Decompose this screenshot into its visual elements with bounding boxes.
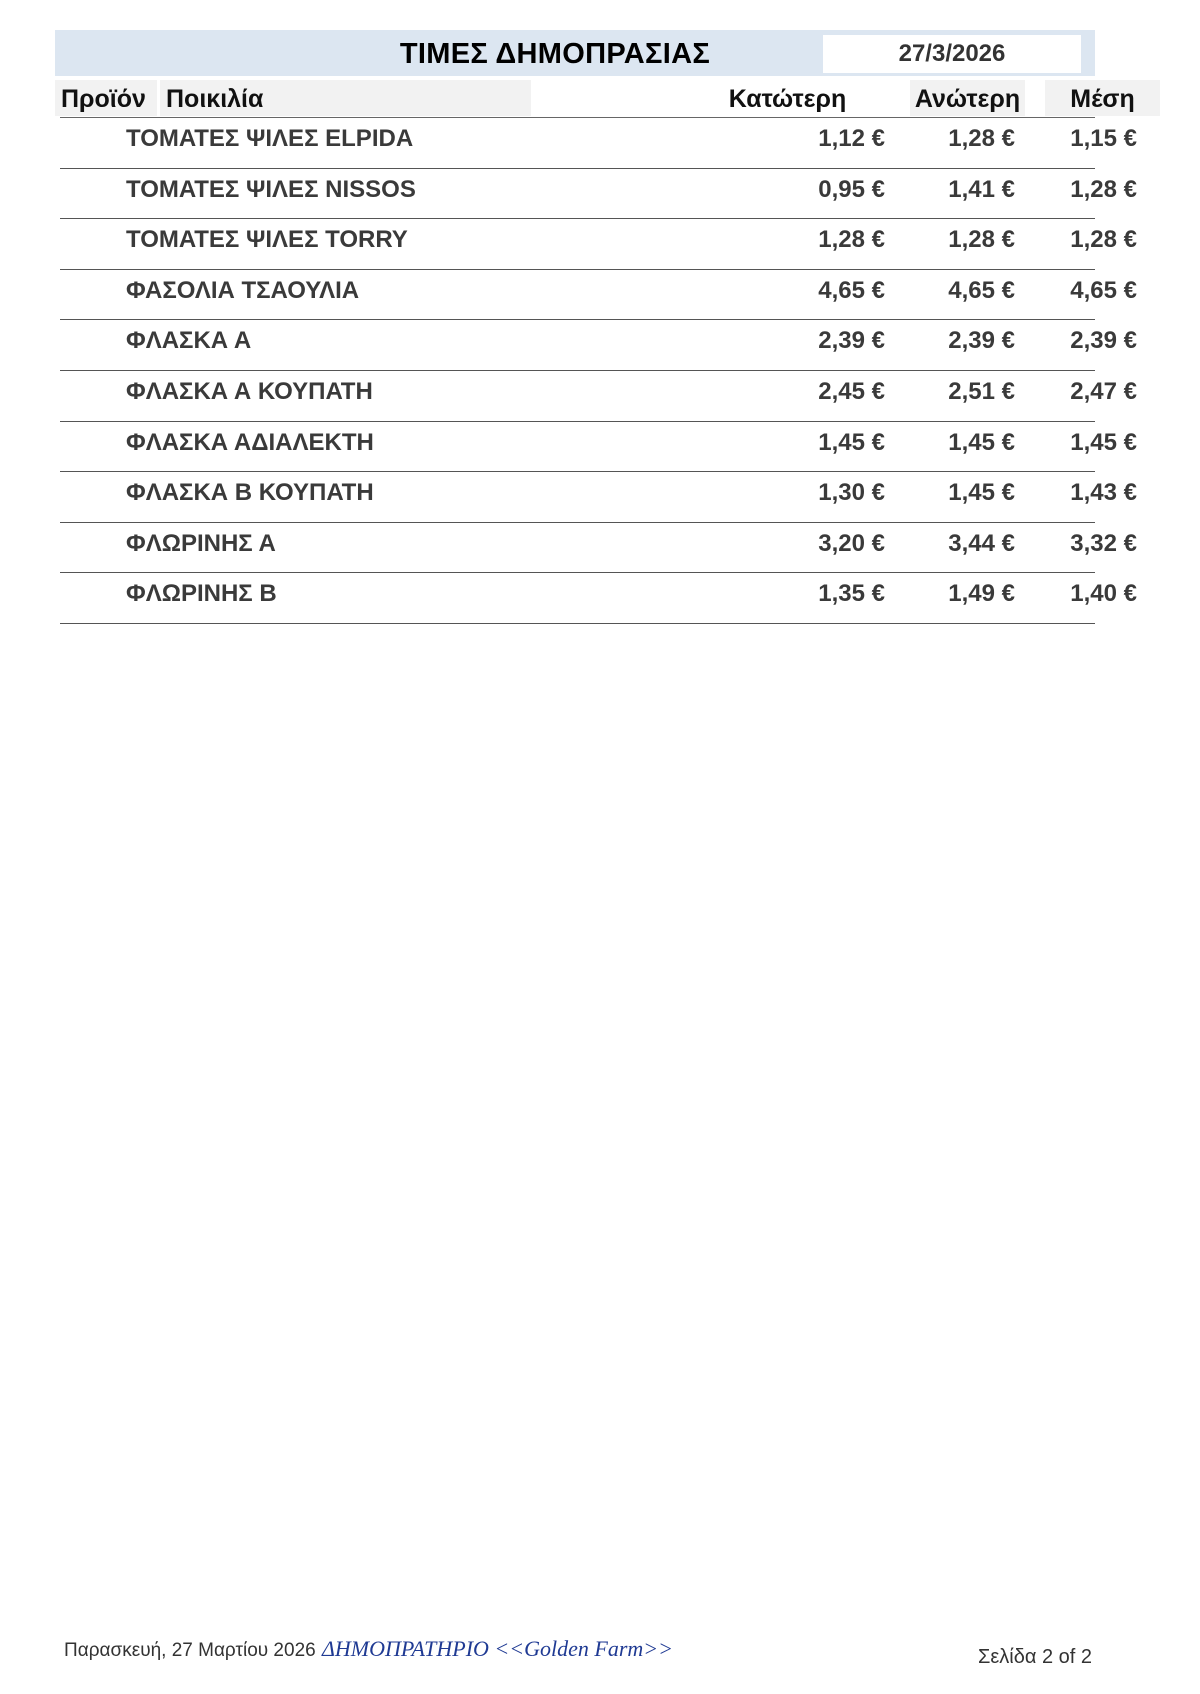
table-row bbox=[60, 169, 1137, 220]
price-low: 1,45 € bbox=[818, 428, 885, 456]
product-name: ΤΟΜΑΤΕΣ ΨΙΛΕΣ NISSOS bbox=[126, 175, 416, 203]
product-name: ΦΛΑΣΚΑ Α bbox=[126, 327, 252, 355]
price-avg: 1,28 € bbox=[1070, 226, 1137, 254]
price-high: 3,44 € bbox=[948, 529, 1015, 557]
table-header bbox=[55, 80, 1135, 116]
table-row bbox=[60, 219, 1137, 270]
price-avg: 4,65 € bbox=[1070, 276, 1137, 304]
price-avg: 3,32 € bbox=[1070, 529, 1137, 557]
column-header-low: Κατώτερη bbox=[728, 85, 847, 113]
price-avg: 1,15 € bbox=[1070, 125, 1137, 152]
price-avg: 1,28 € bbox=[1070, 175, 1137, 203]
price-low: 2,39 € bbox=[818, 327, 885, 355]
table-row bbox=[60, 320, 1137, 371]
price-low: 3,20 € bbox=[818, 529, 885, 557]
price-avg: 2,47 € bbox=[1070, 377, 1137, 405]
table-row bbox=[60, 573, 1137, 624]
price-high: 1,41 € bbox=[948, 175, 1015, 203]
product-name: ΦΛΑΣΚΑ ΑΔΙΑΛΕΚΤΗ bbox=[126, 428, 374, 456]
product-name: ΦΑΣΟΛΙΑ ΤΣΑΟΥΛΙΑ bbox=[126, 276, 360, 304]
product-name: ΤΟΜΑΤΕΣ ΨΙΛΕΣ TORRY bbox=[126, 226, 408, 254]
product-name: ΦΛΑΣΚΑ Α ΚΟΥΠΑΤΗ bbox=[126, 377, 373, 405]
column-header-product: Προϊόν bbox=[55, 80, 157, 116]
price-high: 1,45 € bbox=[948, 479, 1015, 507]
price-low: 1,12 € bbox=[818, 125, 885, 152]
footer-page-number: Σελίδα 2 of 2 bbox=[977, 1646, 1092, 1668]
price-avg: 1,43 € bbox=[1070, 479, 1137, 507]
table-row bbox=[60, 472, 1137, 523]
column-header-high: Ανώτερη bbox=[910, 80, 1025, 116]
price-high: 2,51 € bbox=[948, 377, 1015, 405]
column-header-avg: Μέση bbox=[1045, 80, 1160, 116]
table-row bbox=[60, 371, 1137, 422]
price-low: 4,65 € bbox=[818, 276, 885, 304]
product-name: ΤΟΜΑΤΕΣ ΨΙΛΕΣ ELPIDA bbox=[126, 125, 414, 152]
footer-date: Παρασκευή, 27 Μαρτίου 2026 bbox=[64, 1640, 316, 1661]
price-high: 2,39 € bbox=[948, 327, 1015, 355]
price-high: 1,28 € bbox=[948, 125, 1015, 152]
price-avg: 2,39 € bbox=[1070, 327, 1137, 355]
table-row bbox=[60, 422, 1137, 473]
price-low: 2,45 € bbox=[818, 377, 885, 405]
price-avg: 1,45 € bbox=[1070, 428, 1137, 456]
table-row bbox=[60, 270, 1137, 321]
table-row bbox=[60, 118, 1137, 169]
product-name: ΦΛΑΣΚΑ Β ΚΟΥΠΑΤΗ bbox=[126, 479, 374, 507]
price-avg: 1,40 € bbox=[1070, 580, 1137, 608]
price-low: 1,28 € bbox=[818, 226, 885, 254]
report-date: 27/3/2026 bbox=[823, 35, 1081, 73]
footer-company: ΔΗΜΟΠΡΑΤΗΡΙΟ <<Golden Farm>> bbox=[322, 1636, 673, 1661]
price-high: 1,28 € bbox=[948, 226, 1015, 254]
price-high: 1,49 € bbox=[948, 580, 1015, 608]
price-table-body bbox=[60, 118, 1137, 624]
product-name: ΦΛΩΡΙΝΗΣ Α bbox=[126, 529, 276, 557]
price-low: 1,30 € bbox=[818, 479, 885, 507]
price-high: 4,65 € bbox=[948, 276, 1015, 304]
table-row bbox=[60, 523, 1137, 574]
product-name: ΦΛΩΡΙΝΗΣ Β bbox=[126, 580, 277, 608]
price-low: 0,95 € bbox=[818, 175, 885, 203]
price-low: 1,35 € bbox=[818, 580, 885, 608]
price-high: 1,45 € bbox=[948, 428, 1015, 456]
page-title: ΤΙΜΕΣ ΔΗΜΟΠΡΑΣΙΑΣ bbox=[399, 38, 711, 70]
column-header-variety: Ποικιλία bbox=[160, 80, 531, 116]
